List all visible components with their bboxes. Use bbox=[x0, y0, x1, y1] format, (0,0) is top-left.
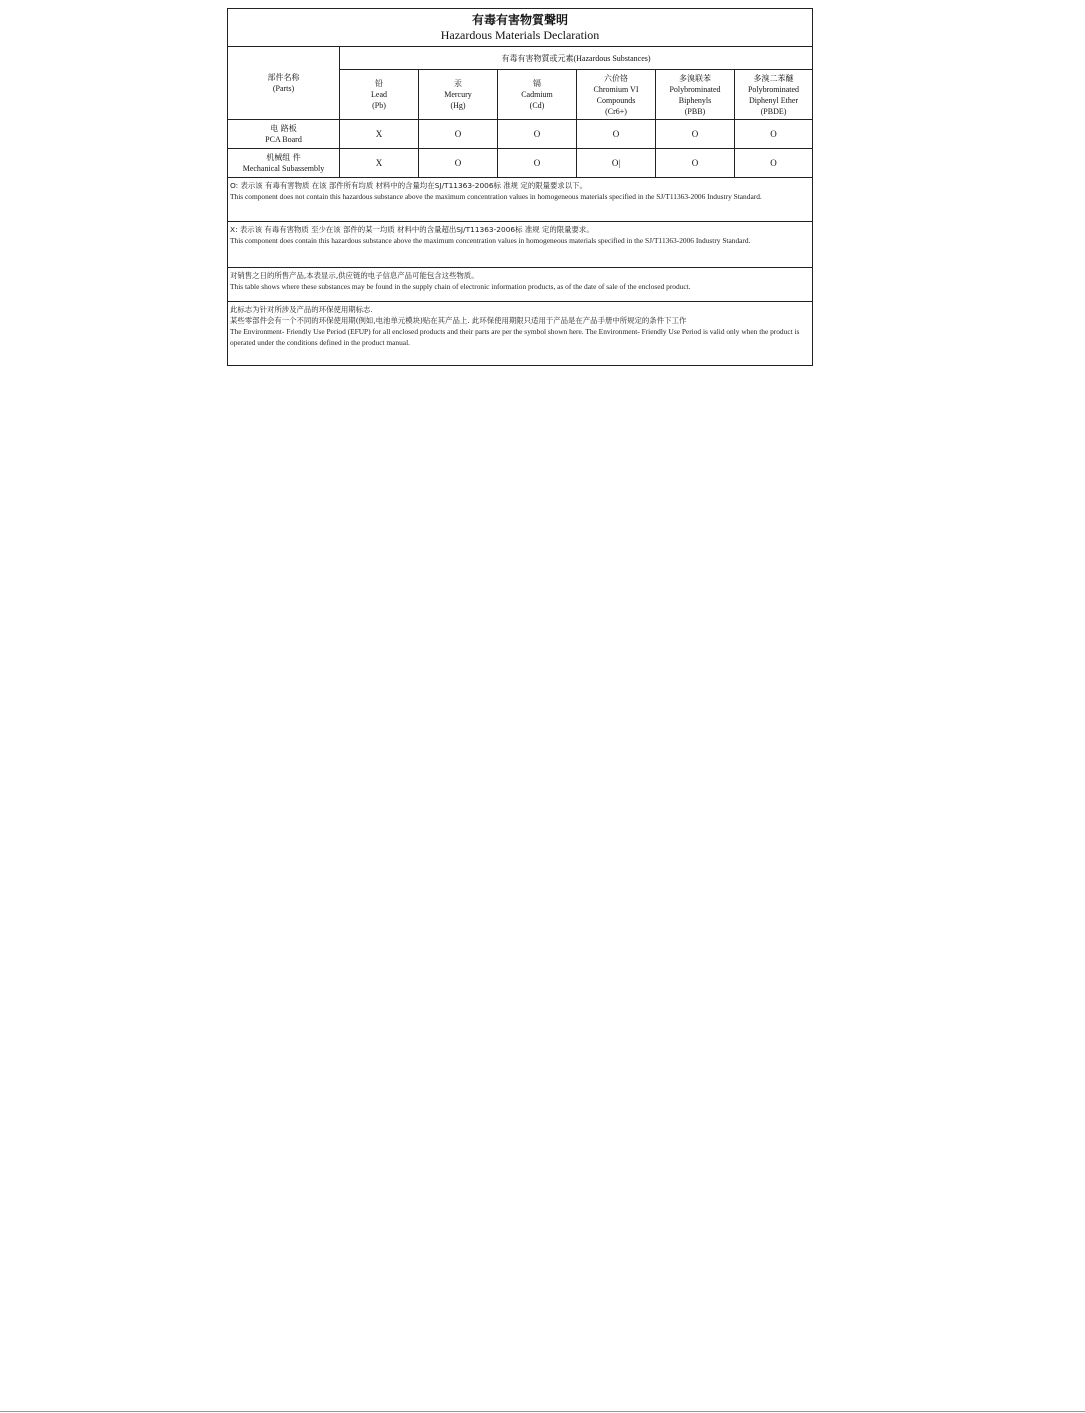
value-cell: O bbox=[735, 120, 813, 149]
note-zh: 此标志为针对所涉及产品的环保使用期标志. bbox=[230, 305, 373, 314]
value-cell: X bbox=[340, 149, 419, 178]
value-cell: O bbox=[419, 120, 498, 149]
substances-header-en: (Hazardous Substances) bbox=[573, 53, 651, 63]
column-zh: 铅 bbox=[375, 79, 383, 89]
column-zh: 多溴二苯醚 bbox=[753, 73, 794, 83]
title-english: Hazardous Materials Declaration bbox=[440, 27, 600, 42]
column-en: Cadmium bbox=[521, 90, 553, 100]
part-name-en: PCA Board bbox=[265, 135, 302, 144]
column-en: Biphenyls bbox=[678, 95, 712, 105]
value-cell: O bbox=[656, 120, 735, 149]
column-zh: 多溴联苯 bbox=[679, 73, 711, 83]
value-cell: O bbox=[419, 149, 498, 178]
note-zh: X: 表示该 有毒有害物质 至少在该 部件的某一均质 材料中的含量超出SJ/T11363-2006标 准规 定的限量要求。 bbox=[230, 225, 594, 234]
column-en: Polybrominated bbox=[669, 84, 721, 94]
table-title bbox=[228, 9, 813, 47]
table-row bbox=[228, 149, 813, 178]
part-name-mechanical-subassembly bbox=[228, 149, 340, 178]
part-name-en: Mechanical Subassembly bbox=[242, 164, 325, 173]
note-zh: O: 表示该 有毒有害物质 在该 部件所有均质 材料中的含量均在SJ/T11363-2006标 准规 定的限量要求以下。 bbox=[230, 181, 587, 190]
parts-header-zh: 部件名称 bbox=[267, 73, 300, 82]
column-en: Chromium VI bbox=[593, 84, 639, 94]
column-en: (PBDE) bbox=[760, 106, 787, 116]
note-en: This table shows where these substances may be found in the supply chain of electronic information products, as of the date of sale of the enclosed product. bbox=[230, 282, 691, 291]
value-cell: O bbox=[656, 149, 735, 178]
note-zh: 对销售之日的所售产品,本表显示,供应链的电子信息产品可能包含这些物质。 bbox=[230, 271, 479, 280]
column-header-cadmium bbox=[498, 70, 577, 120]
column-en: (PBB) bbox=[684, 106, 706, 116]
substances-header-zh: 有毒有害物質或元素 bbox=[501, 53, 574, 63]
column-en: (Cr6+) bbox=[605, 106, 627, 116]
note-en: This component does not contain this hazardous substance above the maximum concentration values in homogeneous materials specified in the SJ/T11363-2006 Industry Standard. bbox=[230, 192, 762, 201]
part-name-pca-board bbox=[228, 120, 340, 149]
column-en: Polybrominated bbox=[747, 84, 800, 94]
column-header-mercury bbox=[419, 70, 498, 120]
column-en: Lead bbox=[371, 90, 387, 100]
value-cell: O bbox=[735, 149, 813, 178]
note-en: The Environment- Friendly Use Period (EFUP) for all enclosed products and their parts are per the symbol shown here. The Environment- Friendly Use Period is valid only when the product is operated under the conditions defined in the product manual. bbox=[230, 327, 800, 347]
note-zh: 某些零部件会有一个不同的环保使用期(例如,电池单元模块)贴在其产品上. 此环保使用期限只适用于产品是在产品手册中所规定的条件下工作 bbox=[230, 316, 687, 325]
note-supply-chain bbox=[228, 268, 813, 302]
note-x-definition bbox=[228, 222, 813, 268]
column-en: Diphenyl Ether bbox=[748, 95, 799, 105]
column-header-pbb bbox=[656, 70, 735, 120]
value-cell: X bbox=[340, 120, 419, 149]
hazardous-materials-table bbox=[227, 8, 813, 366]
value-cell: O| bbox=[577, 149, 656, 178]
column-en: (Hg) bbox=[450, 101, 466, 111]
column-header-pbde bbox=[735, 70, 813, 120]
value-cell: O bbox=[498, 149, 577, 178]
value-cell: O bbox=[498, 120, 577, 149]
note-o-definition bbox=[228, 178, 813, 222]
title-chinese: 有毒有害物質聲明 bbox=[472, 12, 569, 27]
column-zh: 六价铬 bbox=[604, 73, 628, 83]
table-row bbox=[228, 120, 813, 149]
substances-header bbox=[340, 47, 813, 70]
parts-header bbox=[228, 47, 340, 120]
note-en: This component does contain this hazardous substance above the maximum concentration values in homogeneous materials specified in the SJ/T11363-2006 Industry Standard. bbox=[230, 236, 751, 245]
part-name-zh: 电 路板 bbox=[270, 124, 297, 133]
page-bottom-divider bbox=[0, 1411, 1085, 1412]
part-name-zh: 机械组 件 bbox=[266, 153, 301, 162]
column-zh: 镉 bbox=[533, 79, 541, 89]
value-cell: O bbox=[577, 120, 656, 149]
column-header-chromium bbox=[577, 70, 656, 120]
column-zh: 汞 bbox=[454, 79, 462, 89]
column-en: (Pb) bbox=[372, 101, 386, 111]
column-en: (Cd) bbox=[529, 101, 545, 111]
parts-header-en: (Parts) bbox=[272, 84, 295, 93]
column-en: Mercury bbox=[444, 90, 472, 100]
note-efup bbox=[228, 302, 813, 366]
column-en: Compounds bbox=[596, 95, 636, 105]
column-header-lead bbox=[340, 70, 419, 120]
